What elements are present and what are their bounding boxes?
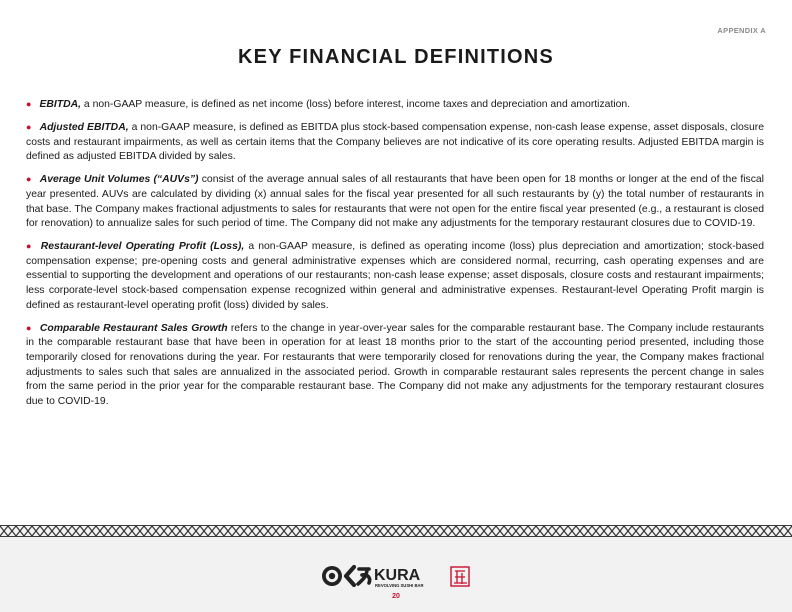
definition-restaurant-level-operating-profit [26, 239, 764, 313]
definition-text: a non-GAAP measure, is defined as EBITDA plus stock-based compensation expense, non-cash lease expense, asset disposals, closure costs and restaurant impairments, as well as certain items that the Company believes are not indicative of its core operating results. Adjusted EBITDA margin is defined as adjusted EBITDA divided by sales. [26, 122, 765, 163]
definition-adjusted-ebitda [26, 120, 764, 165]
appendix-label: APPENDIX A [717, 26, 766, 35]
decorative-pattern-strip [0, 525, 792, 537]
kura-logo [321, 563, 471, 589]
definition-comparable-sales-growth [26, 321, 764, 410]
bullet-icon: ● [26, 241, 33, 252]
definition-term: Comparable Restaurant Sales Growth [39, 322, 228, 334]
definition-term: Restaurant-level Operating Profit (Loss), [40, 241, 245, 253]
definition-term: Average Unit Volumes (“AUVs”) [39, 174, 199, 186]
definition-term: Adjusted EBITDA, [39, 122, 129, 134]
bullet-icon: ● [26, 99, 32, 109]
definition-term: EBITDA, [39, 99, 82, 110]
logo-tagline: REVOLVING SUSHI BAR [375, 583, 424, 588]
logo-wordmark: KURA [374, 567, 421, 584]
definition-text: a non-GAAP measure, is defined as operating income (loss) plus depreciation and amortization; stock-based compensation expense; pre-opening costs and general administrative expenses which are considered normal, recurring, cash operating expenses and are essential to supporting the development and operations of our restaurants; non-cash lease expense; asset disposals, closure costs and restaurant impairments; less corporate-level stock-based compensation expense recognized within general and administrative expenses. Restaurant-level Operating Profit margin is defined as restaurant-level operating profit (loss) divided by sales. [26, 241, 764, 311]
page-number: 20 [392, 593, 400, 600]
definition-text: refers to the change in year-over-year sales for the comparable restaurant base. The Company include restaurants in the comparable restaurant base that have been in operation for at least 18 months prior to the start of the accounting period presented, including those temporarily closed for renovations during the year. For restaurants that were temporarily closed for renovations during the year, the Company makes fractional adjustments to sales such that sales are annualized in the associated period. Growth in comparable restaurant sales represents the percent change in sales from the same period in the prior year for the comparable restaurant base. The Company did not make any adjustments for the temporary restaurant closures due to COVID-19. [26, 322, 764, 407]
bullet-icon: ● [26, 322, 32, 333]
definition-text: consist of the average annual sales of all restaurants that have been open for 18 months or longer at the end of the fiscal year presented. AUVs are calculated by dividing (x) annual sales for the fiscal year presented for all such restaurants by (y) the total number of restaurants in that base. The Company makes fractional adjustments to sales for restaurants that were not open for the entire fiscal year presented (e.g., a restaurant is closed for renovation) to annualize sales for such period of time. The Company did not make any adjustments for the temporary restaurant closures due to COVID-19. [26, 174, 764, 230]
definition-auvs [26, 172, 764, 231]
definitions-list [26, 97, 764, 417]
page-title: KEY FINANCIAL DEFINITIONS [238, 46, 554, 68]
definition-text: a non-GAAP measure, is defined as net income (loss) before interest, income taxes and depreciation and amortization. [81, 99, 631, 110]
definition-ebitda [26, 97, 764, 113]
bullet-icon: ● [26, 122, 32, 133]
bullet-icon: ● [26, 174, 32, 185]
